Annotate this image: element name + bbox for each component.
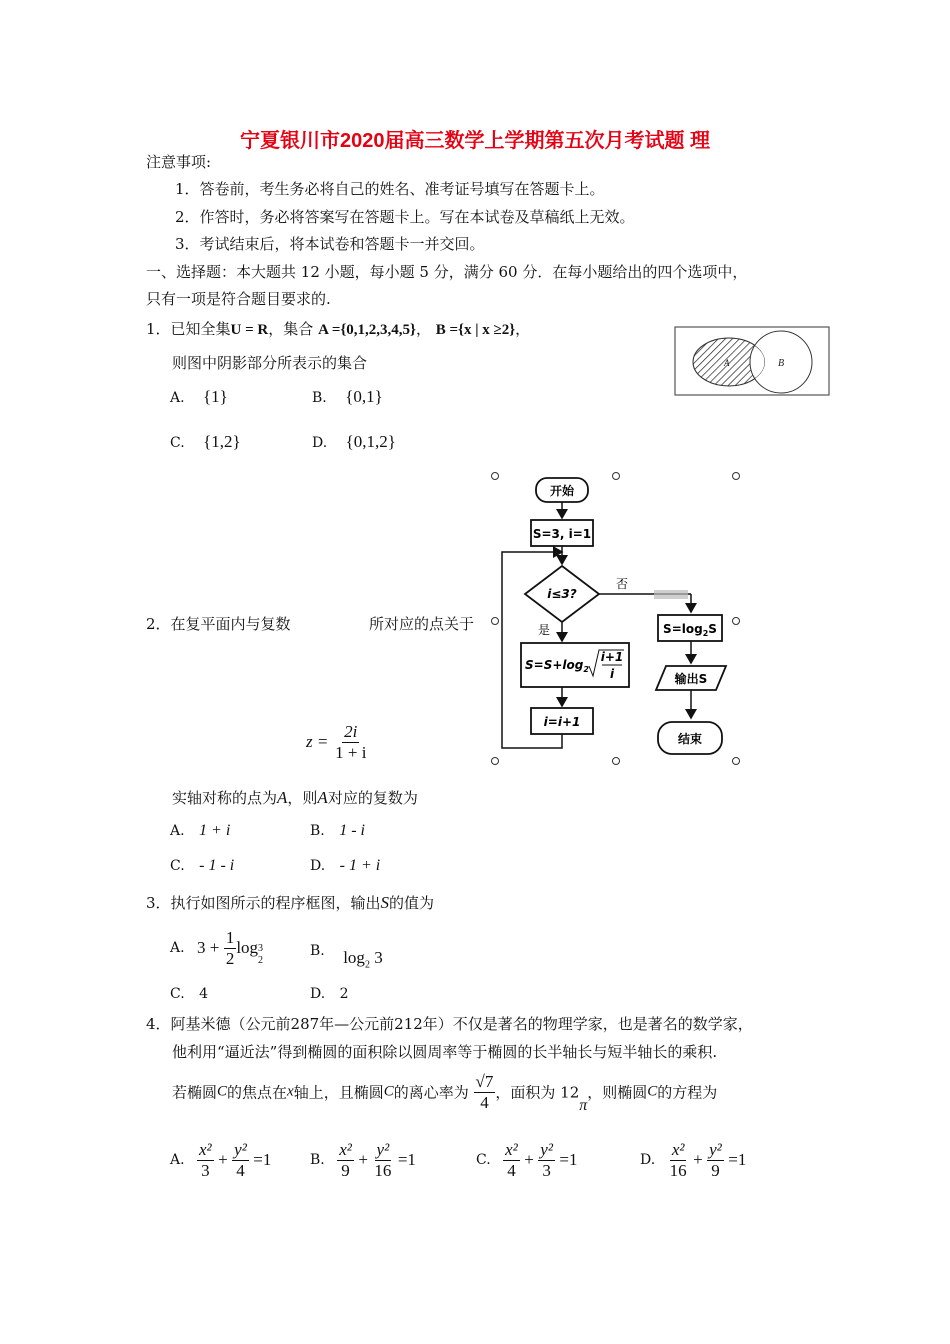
- q1-text: ，集合: [268, 320, 314, 338]
- flow-step-prefix: $S=S+\log_2$: [525, 658, 589, 674]
- q4-l3e: ，面积为 12: [495, 1083, 580, 1102]
- q4-l3a: 若椭圆: [172, 1083, 218, 1102]
- q4-a-plus: +: [218, 1150, 228, 1170]
- q4-a-den-y: 4: [236, 1160, 245, 1180]
- q4-option-a-letter: A.: [170, 1152, 185, 1169]
- q2-option-b: [310, 822, 365, 840]
- q3-option-c: [170, 986, 208, 1002]
- q4-a-den-x: 3: [201, 1160, 210, 1180]
- q1-option-d-value: {0,1,2}: [345, 432, 396, 451]
- flow-end-label: 结束: [677, 732, 703, 746]
- q4-option-b-letter: B.: [310, 1152, 325, 1169]
- q2-fraction: [333, 722, 368, 762]
- q2-point-a-2: A: [317, 788, 328, 807]
- q3-option-a-three: 3 +: [197, 938, 220, 958]
- flow-output-label: 输出S: [674, 672, 708, 686]
- q3-option-a-letter: A.: [170, 940, 185, 957]
- q1-option-d: [312, 432, 396, 452]
- q3-option-b-value: $\log_2 3$: [343, 948, 383, 971]
- q4-a-eq: =1: [253, 1150, 272, 1170]
- q4-c-y2: y²: [540, 1140, 553, 1159]
- notice-item-1: 1．答卷前，考生务必将自己的姓名、准考证号填写在答题卡上。: [175, 180, 605, 198]
- q2-option-d-letter: D.: [310, 858, 326, 874]
- q2-option-b-letter: B.: [310, 823, 325, 839]
- section-heading-line1: 一、选择题：本大题共 12 小题，每小题 5 分，满分 60 分．在每小题给出的四个选项中，: [146, 263, 748, 281]
- q3-stem: [146, 892, 434, 913]
- q4-l3g: 的方程为: [657, 1083, 718, 1102]
- q2-frac-num: 2i: [344, 722, 358, 741]
- q2-formula: [306, 722, 368, 762]
- q2-option-d-value: - 1 + i: [339, 857, 381, 874]
- q3-option-d-letter: D.: [310, 986, 326, 1002]
- q4-ecc-frac: [474, 1072, 496, 1112]
- q4-d-x2: x²: [671, 1140, 685, 1159]
- q4-a-x2: x²: [199, 1140, 212, 1159]
- q4-d-den-x: 16: [669, 1160, 687, 1180]
- q4-ecc-den: 4: [480, 1092, 489, 1112]
- q4-c-plus: +: [524, 1150, 534, 1170]
- q1-stem: [146, 318, 530, 339]
- flow-decision-label: i≤3?: [547, 587, 577, 601]
- flow-increment-label: i=i+1: [543, 715, 581, 729]
- q4-c3: C: [647, 1083, 658, 1100]
- flow-step-den: i: [609, 667, 615, 681]
- q2-option-a-letter: A.: [170, 823, 185, 839]
- q1-universal-set: U = R: [230, 322, 269, 338]
- q2-option-b-value: 1 - i: [339, 822, 365, 839]
- flow-final-label: $S=\log_2S$: [663, 622, 717, 638]
- q4-line3: [172, 1072, 718, 1115]
- q4-c-x2: x²: [505, 1140, 518, 1159]
- q4-b-x2: x²: [339, 1140, 352, 1159]
- q4-b-plus: +: [358, 1150, 368, 1170]
- q3-text-b: 的值为: [389, 894, 435, 912]
- q4-option-d: [640, 1140, 746, 1180]
- q2-number: 2．在复平面内与复数: [146, 615, 291, 633]
- q1-option-a: [170, 387, 228, 407]
- q4-c-den-y: 3: [542, 1160, 551, 1180]
- q4-c-den-x: 4: [507, 1160, 516, 1180]
- q3-option-a: [170, 928, 266, 968]
- q4-pi: π: [579, 1097, 588, 1115]
- q3-option-b: [310, 940, 383, 971]
- q4-c1: C: [217, 1083, 228, 1100]
- q2-option-a-value: 1 + i: [199, 822, 231, 839]
- q4-b-den-y: 16: [374, 1160, 392, 1180]
- q4-option-d-letter: D.: [640, 1152, 656, 1169]
- q2-line2-c: 对应的复数为: [327, 789, 418, 807]
- q2-option-d: [310, 857, 380, 875]
- q1-option-c: [170, 432, 241, 452]
- q2-point-a: A: [277, 788, 288, 807]
- q3-option-c-letter: C.: [170, 986, 185, 1002]
- venn-diagram: [674, 326, 830, 396]
- q2-option-c: [170, 857, 234, 875]
- q1-option-b-letter: B.: [312, 390, 327, 406]
- q4-x: x: [287, 1083, 294, 1100]
- q4-a-y2: y²: [234, 1140, 247, 1159]
- q3-text-a: 3．执行如图所示的程序框图，输出: [146, 894, 381, 912]
- q4-b-eq: =1: [397, 1150, 416, 1170]
- q4-c2: C: [383, 1083, 394, 1100]
- q4-d-y2: y²: [709, 1140, 722, 1159]
- q4-d-den-y: 9: [711, 1160, 720, 1180]
- flow-blur-mark: [654, 590, 688, 599]
- q1-set-a: A ={0,1,2,3,4,5}: [318, 322, 416, 338]
- q4-b-y2: y²: [376, 1140, 390, 1159]
- q1-end: ，: [515, 320, 531, 338]
- q3-a-frac-num: 1: [225, 928, 235, 947]
- q4-line1: 4．阿基米德（公元前287年—公元前212年）不仅是著名的物理学家，也是著名的数学家，: [146, 1015, 753, 1033]
- q4-line2: 他利用“逼近法”得到椭圆的面积除以圆周率等于椭圆的长半轴长与短半轴长的乘积.: [172, 1043, 718, 1061]
- q4-d-eq: =1: [728, 1150, 747, 1170]
- q1-option-c-letter: C.: [170, 435, 185, 451]
- q4-c-eq: =1: [559, 1150, 578, 1170]
- q2-option-c-letter: C.: [170, 858, 185, 874]
- venn-label-b: B: [778, 358, 785, 369]
- notice-item-2: 2．作答时，务必将答案写在答题卡上。写在本试卷及草稿纸上无效。: [175, 208, 635, 226]
- q3-option-a-frac: [224, 928, 237, 968]
- venn-label-a: A: [724, 358, 730, 368]
- q3-a-frac-den: 2: [225, 948, 235, 968]
- q1-option-a-value: {1}: [203, 387, 228, 406]
- q4-option-b: [310, 1140, 416, 1180]
- q2-stem-mid: 所对应的点关于: [369, 615, 475, 633]
- q2-option-c-value: - 1 - i: [199, 857, 235, 874]
- q4-l3d: 的离心率为: [393, 1083, 469, 1102]
- q4-l3b: 的焦点在: [227, 1083, 288, 1102]
- section-heading-line2: 只有一项是符合题目要求的.: [146, 290, 331, 308]
- q4-ecc-num: √7: [475, 1072, 494, 1091]
- q4-option-c-letter: C.: [476, 1152, 491, 1169]
- flow-start-label: 开始: [549, 484, 575, 498]
- q2-line2-b: ，则: [287, 789, 318, 807]
- q4-b-den-x: 9: [341, 1160, 350, 1180]
- flow-no-label: 否: [616, 577, 629, 591]
- q1-option-d-letter: D.: [312, 435, 328, 451]
- q3-option-d: [310, 986, 349, 1002]
- flow-init-label: S=3, i=1: [532, 527, 592, 541]
- q1-set-b: B ={x | x ≥2}: [435, 322, 516, 338]
- q2-z-eq: z =: [306, 732, 329, 752]
- notice-item-3: 3．考试结束后，将本试卷和答题卡一并交回。: [175, 235, 485, 253]
- q1-number: 1．已知全集: [146, 320, 231, 338]
- page-title: 宁夏银川市2020届高三数学上学期第五次月考试题 理: [239, 130, 711, 152]
- q3-option-d-value: 2: [339, 986, 349, 1002]
- q3-option-b-letter: B.: [310, 943, 325, 959]
- q2-line2: [172, 787, 418, 808]
- q2-frac-den: 1 + i: [335, 742, 367, 762]
- q4-l3c: 轴上，且椭圆: [293, 1083, 384, 1102]
- q2-option-a: [170, 822, 230, 840]
- q1-sep: ，: [415, 320, 431, 338]
- q1-option-c-value: {1,2}: [203, 432, 241, 451]
- notice-heading: 注意事项:: [146, 153, 212, 171]
- q3-s: S: [380, 893, 390, 912]
- q3-option-c-value: 4: [199, 986, 209, 1002]
- q1-option-b: [312, 387, 383, 407]
- q4-option-a: [170, 1140, 271, 1180]
- flow-step-num: i+1: [600, 650, 624, 664]
- q3-option-a-log: log 3 2: [236, 938, 264, 967]
- q4-l3f: ，则椭圆: [587, 1083, 648, 1102]
- q2-line2-a: 实轴对称的点为: [172, 789, 278, 807]
- q4-d-plus: +: [693, 1150, 703, 1170]
- q1-line2: 则图中阴影部分所表示的集合: [172, 354, 368, 372]
- q4-option-c: [476, 1140, 577, 1180]
- flowchart: [486, 468, 748, 770]
- q1-option-a-letter: A.: [170, 390, 185, 406]
- q1-option-b-value: {0,1}: [345, 387, 383, 406]
- flow-yes-label: 是: [538, 623, 551, 637]
